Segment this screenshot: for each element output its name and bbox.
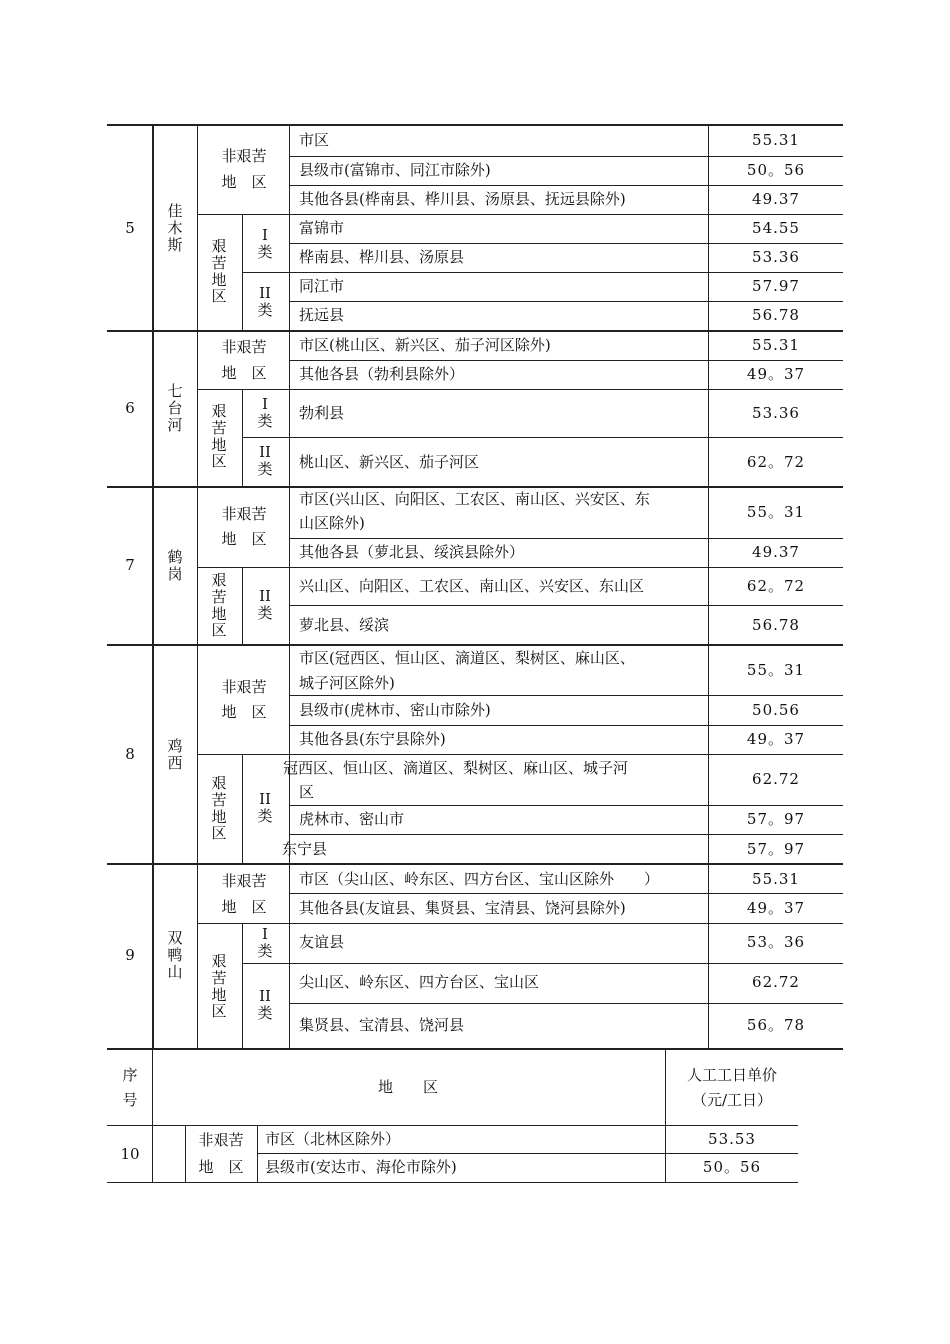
area-cell: 勃利县 — [299, 404, 345, 422]
category-non-hard: 地 区 — [221, 364, 267, 382]
price-cell: 53。36 — [746, 933, 806, 951]
category-non-hard: 地 区 — [221, 898, 267, 916]
price-cell: 53.53 — [708, 1130, 756, 1148]
category-hard: 艰苦地区 — [211, 402, 227, 471]
area-cell: 东宁县 — [282, 840, 328, 858]
row-number: 6 — [125, 399, 135, 417]
row-number: 9 — [125, 946, 135, 964]
category-non-hard: 非艰苦 — [221, 338, 267, 356]
city-name: 佳木斯 — [167, 202, 183, 254]
price-cell: 49。37 — [746, 365, 806, 383]
category-non-hard: 非艰苦 — [221, 872, 267, 890]
price-cell: 50.56 — [752, 701, 800, 719]
area-cell: 冠西区、恒山区、滴道区、梨树区、麻山区、城子河 — [283, 759, 629, 777]
price-cell: 56.78 — [752, 306, 800, 324]
category-class-1: I类 — [257, 395, 273, 430]
area-cell: 县级市(富锦市、同江市除外) — [299, 161, 491, 179]
row-number: 7 — [125, 556, 135, 574]
price-cell: 49。37 — [746, 899, 806, 917]
price-cell: 55.31 — [752, 131, 800, 149]
price-cell: 62。72 — [746, 453, 806, 471]
area-cell: 市区(冠西区、恒山区、滴道区、梨树区、麻山区、 — [299, 649, 635, 667]
price-cell: 50。56 — [702, 1158, 762, 1176]
category-hard: 艰苦地区 — [211, 952, 227, 1021]
area-cell: 兴山区、向阳区、工农区、南山区、兴安区、东山区 — [299, 577, 645, 595]
price-cell: 57.97 — [752, 277, 800, 295]
area-cell: 市区（北林区除外） — [265, 1130, 401, 1148]
header-seq: 序 — [122, 1066, 138, 1084]
price-cell: 55。31 — [746, 661, 806, 679]
area-cell: 其他各县（萝北县、绥滨县除外） — [299, 543, 525, 561]
row-number: 5 — [125, 219, 135, 237]
price-cell: 56。78 — [746, 1016, 806, 1034]
area-cell: 友谊县 — [299, 933, 345, 951]
category-non-hard: 非艰苦 — [221, 678, 267, 696]
area-cell: 区 — [299, 783, 315, 801]
price-cell: 54.55 — [752, 219, 800, 237]
header-price: 人工工日单价 — [686, 1066, 778, 1084]
category-hard: 艰苦地区 — [211, 774, 227, 843]
area-cell: 市区(桃山区、新兴区、茄子河区除外) — [299, 336, 551, 354]
header-seq: 号 — [122, 1091, 138, 1109]
category-class-2: II类 — [257, 587, 273, 622]
category-non-hard: 非艰苦 — [221, 505, 267, 523]
area-cell: 集贤县、宝清县、饶河县 — [299, 1016, 465, 1034]
category-non-hard: 地 区 — [198, 1158, 244, 1176]
category-class-1: I类 — [257, 925, 273, 960]
city-name: 鹤岗 — [167, 548, 183, 583]
header-price: （元/工日） — [691, 1091, 773, 1109]
area-cell: 城子河区除外) — [299, 674, 395, 692]
price-cell: 49。37 — [746, 730, 806, 748]
price-cell: 49.37 — [752, 190, 800, 208]
area-cell: 萝北县、绥滨 — [299, 616, 390, 634]
area-cell: 其他各县(桦南县、桦川县、汤原县、抚远县除外) — [299, 190, 626, 208]
area-cell: 尖山区、岭东区、四方台区、宝山区 — [299, 973, 540, 991]
city-name: 双鸭山 — [167, 929, 183, 981]
area-cell: 同江市 — [299, 277, 345, 295]
header-region: 地 区 — [377, 1078, 439, 1096]
category-non-hard: 非艰苦 — [221, 147, 267, 165]
area-cell: 其他各县(东宁县除外) — [299, 730, 446, 748]
price-cell: 55。31 — [746, 503, 806, 521]
price-cell: 49.37 — [752, 543, 800, 561]
category-class-2: II类 — [257, 443, 273, 478]
area-cell: 桦南县、桦川县、汤原县 — [299, 248, 465, 266]
row-number: 8 — [125, 745, 135, 763]
city-name: 七台河 — [167, 382, 183, 434]
price-cell: 57。97 — [746, 840, 806, 858]
price-cell: 53.36 — [752, 404, 800, 422]
price-cell: 62。72 — [746, 577, 806, 595]
category-hard: 艰苦地区 — [211, 571, 227, 640]
category-non-hard: 非艰苦 — [198, 1131, 244, 1149]
category-non-hard: 地 区 — [221, 530, 267, 548]
area-cell: 其他各县(友谊县、集贤县、宝清县、饶河县除外) — [299, 899, 626, 917]
price-cell: 62.72 — [752, 770, 800, 788]
area-cell: 市区(兴山区、向阳区、工农区、南山区、兴安区、东 — [299, 490, 650, 508]
area-cell: 桃山区、新兴区、茄子河区 — [299, 453, 480, 471]
price-cell: 62.72 — [752, 973, 800, 991]
area-cell: 抚远县 — [299, 306, 345, 324]
price-cell: 55.31 — [752, 870, 800, 888]
area-cell: 山区除外) — [299, 514, 365, 532]
area-cell: 市区 — [299, 131, 330, 149]
area-cell: 市区（尖山区、岭东区、四方台区、宝山区除外 ） — [299, 870, 660, 888]
area-cell: 虎林市、密山市 — [299, 810, 405, 828]
area-cell: 其他各县（勃利县除外） — [299, 365, 465, 383]
area-cell: 县级市(安达市、海伦市除外) — [265, 1158, 457, 1176]
category-non-hard: 地 区 — [221, 703, 267, 721]
price-cell: 50。56 — [746, 161, 806, 179]
category-non-hard: 地 区 — [221, 173, 267, 191]
category-class-2: II类 — [257, 790, 273, 825]
price-cell: 53.36 — [752, 248, 800, 266]
category-class-2: II类 — [257, 987, 273, 1022]
price-cell: 57。97 — [746, 810, 806, 828]
price-cell: 56.78 — [752, 616, 800, 634]
category-hard: 艰苦地区 — [211, 237, 227, 306]
area-cell: 富锦市 — [299, 219, 345, 237]
area-cell: 县级市(虎林市、密山市除外) — [299, 701, 491, 719]
city-name: 鸡西 — [167, 737, 183, 772]
row-number: 10 — [120, 1145, 140, 1163]
category-class-2: II类 — [257, 284, 273, 319]
price-cell: 55.31 — [752, 336, 800, 354]
category-class-1: I类 — [257, 226, 273, 261]
